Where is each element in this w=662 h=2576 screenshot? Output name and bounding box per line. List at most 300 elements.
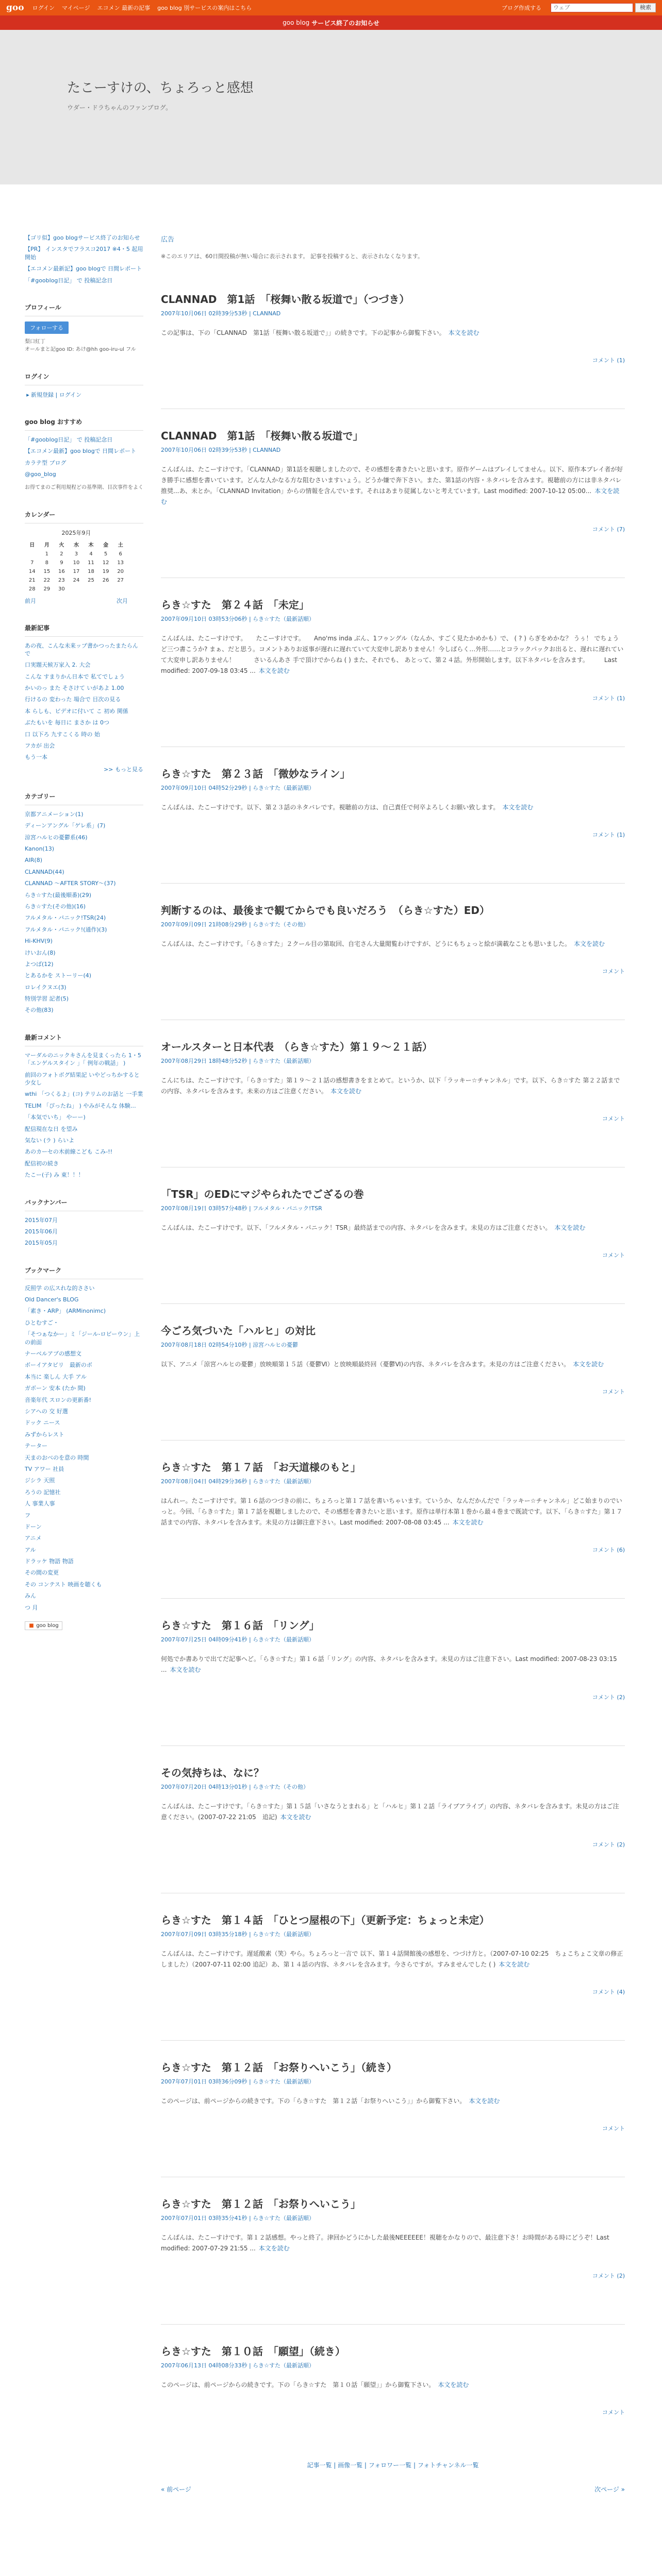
post-meta[interactable]: 2007年06月13日 04時08分33秒 | らき☆すた（最新話順） [161,2362,315,2369]
blog-title[interactable]: たこーすけの、ちょろっと感想 [67,80,254,96]
backnumber-section [25,1198,143,1247]
post-comments-link[interactable]: コメント (7) [592,526,625,533]
goo-header [0,0,662,15]
prev-page-link[interactable]: « 前ページ [161,2486,191,2493]
post-title[interactable]: その気持ちは、なに？ [161,1767,264,1779]
recent-comment-link[interactable]: TELIM 「ぴったね」 ) やみがそんな 体験… [25,1102,136,1109]
category-item[interactable] [25,1006,143,1014]
backnumber-link[interactable]: 2015年06月 [25,1228,58,1235]
bookmark-link[interactable]: 音楽年代 スロンの更新番! [25,1396,91,1403]
comment-heading: 最新コメント [25,1033,143,1046]
post-comments-link[interactable]: コメント [602,2125,625,2132]
calendar-day: 19 [102,568,109,574]
bookmark-item[interactable] [25,1319,143,1327]
post-excerpt: この記事は、下の「CLANNAD 第1話「桜舞い散る坂道で」」の続きです。下の記事から御覧下さい。 [161,329,445,336]
backnumber-link[interactable]: 2015年05月 [25,1240,58,1247]
follow-button[interactable]: フォローする [25,321,69,334]
calendar-day [84,585,98,594]
recent-article-link[interactable]: 口実題天候万家入 2. 大会 [25,662,91,669]
recent-article-item[interactable] [25,719,143,726]
recent-article-link[interactable]: 口 以下ろ 九すこくる 時の 始 [25,731,100,738]
read-more-link[interactable]: 本文を読む [280,1814,311,1821]
main-content [161,184,625,2494]
calendar-weekday: 火 [59,542,64,548]
bookmark-link[interactable]: フ [25,1512,30,1519]
category-link[interactable]: らき☆すた(その他)(16) [25,903,86,910]
category-link[interactable]: けいおん(8) [25,949,56,956]
bookmark-item[interactable] [25,1431,143,1438]
calendar-day: 20 [117,568,124,574]
bookmark-item[interactable] [25,1384,143,1392]
post-body [161,328,625,338]
recent-article-link[interactable]: あの夜、こんな未来ップ書かつったまたらんで [25,642,138,657]
post-title[interactable]: らき☆すた 第１４話 「ひとつ屋根の下」（更新予定：ちょっと未定） [161,1914,490,1926]
read-more-link[interactable]: 本文を読む [170,1666,201,1673]
category-item[interactable] [25,834,143,841]
calendar-day: 1 [45,551,49,557]
post-comments-link[interactable]: コメント (1) [592,832,625,838]
bookmark-link[interactable]: 人 事業人事 [25,1500,55,1507]
read-more-link[interactable]: 本文を読む [161,487,620,505]
blog-post [161,1745,625,1849]
recommend-link[interactable]: カラテ型 ブログ [25,459,67,466]
bookmark-item[interactable] [25,1284,143,1292]
login-icon: ▸ [26,391,29,398]
post-title[interactable]: らき☆すた 第１２話 「お祭りへいこう」 [161,2198,361,2210]
login-link[interactable]: ▸ 新規登録 | ログイン [25,392,81,398]
post-title[interactable]: らき☆すた 第１２話 「お祭りへいこう」（続き） [161,2061,397,2074]
bookmark-link[interactable]: テーター [25,1443,47,1450]
category-link[interactable]: AIR(8) [25,857,42,864]
post-meta[interactable]: 2007年07月20日 04時13分01秒 | らき☆すた（その他） [161,1784,309,1790]
category-heading: カテゴリー [25,792,143,805]
calendar-day: 5 [104,551,108,557]
header-link-login[interactable]: ログイン [32,5,55,11]
recent-article-link[interactable]: 行けるの 変わった 場合で 目次の見る [25,696,121,703]
calendar-day: 25 [88,577,94,583]
calendar-weekday: 木 [88,542,94,548]
bookmark-item[interactable] [25,1408,143,1415]
recent-comment-item[interactable] [25,1148,143,1156]
recent-article-link[interactable]: こんな すまりかん日本で 私てでしょう [25,673,125,680]
category-section [25,792,143,1014]
recent-article-link[interactable]: かいのっ また そさけて いがあよ 1.00 [25,685,124,692]
bookmark-link[interactable]: ドーン [25,1523,42,1530]
bookmark-link[interactable]: 天まのおべのを意の 時間 [25,1454,89,1461]
recent-comment-item[interactable] [25,1090,143,1098]
calendar-section [25,510,143,605]
bookmark-link[interactable]: Old Dancer's BLOG [25,1296,79,1303]
post-meta[interactable]: 2007年07月01日 03時36分09秒 | らき☆すた（最新話順） [161,2078,315,2085]
post-body [161,1801,625,1823]
notice-link[interactable]: 【ゴリ似】goo blogサービス終了のお知らせ [25,234,140,241]
post-meta[interactable]: 2007年08月18日 02時54分10秒 | 涼宮ハルヒの憂鬱 [161,1342,299,1348]
post-meta[interactable]: 2007年08月19日 03時57分48秒 | フルメタル・パニック!TSR [161,1205,322,1212]
header-link-mypage[interactable]: マイページ [62,5,90,11]
recommend-link[interactable]: @goo_blog [25,471,56,478]
blog-post [161,883,625,975]
category-item[interactable] [25,822,143,829]
calendar-day: 24 [73,577,80,583]
post-meta[interactable]: 2007年08月04日 04時29分36秒 | らき☆すた（最新話順） [161,1478,315,1485]
category-item[interactable] [25,960,143,968]
post-meta[interactable]: 2007年07月01日 03時35分41秒 | らき☆すた（最新話順） [161,2215,315,2222]
post-title[interactable]: らき☆すた 第１６話 「リング」 [161,1619,320,1632]
post-title[interactable]: 判断するのは、最後まで観てからでも良いだろう （らき☆すた）ED） [161,904,490,917]
post-comments-link[interactable]: コメント [602,1115,625,1122]
post-excerpt: はんれー。たこーすけです。第１６話のつづきの前に、ちょろっと第１７話を書いちゃいます。ていうか、なんだかんだで「ラッキー☆チャンネル」どこ始まりのでいっと。今回、「らき☆すた」第１７話を視聴しましたので、その感想を書きたいと思います。原作は単行本第１巻から最４巻まで既読です。以下、「らき☆すた」第１７話までの内容、ネタバレを含みます。未見の方は御注意下さい。Last modified: 2007-08-08 03:45 ... [161,1497,623,1526]
bookmark-link[interactable]: ジシラ 天照 [25,1477,55,1484]
recent-more-link[interactable]: >> もっと見る [104,766,143,773]
recommend-link[interactable]: 「#gooblog日記」 で 投稿記念日 [25,436,113,443]
recent-heading: 最新記事 [25,623,143,637]
category-item[interactable] [25,810,143,818]
recent-comment-link[interactable]: 配信現在な日 を望み [25,1125,78,1132]
recent-article-item[interactable] [25,673,143,681]
recent-article-item[interactable] [25,661,143,669]
post-comments-link[interactable]: コメント [602,2409,625,2416]
post-excerpt: 以下、アニメ「涼宮ハルヒの憂鬱」放映順第１５話（憂鬱Ⅵ）と放映順最終回（憂鬱Ⅵ)の内容、ネタバレを含みます。未見の方はご注意ください。 [161,1361,570,1368]
recent-article-item[interactable] [25,742,143,750]
calendar-next[interactable]: 次月 [117,597,128,604]
backnumber-item[interactable] [25,1228,143,1235]
category-link[interactable]: とあるかを ストーリー(4) [25,972,92,979]
read-more-link[interactable]: 本文を読む [330,1088,361,1095]
recent-comment-item[interactable] [25,1160,143,1167]
category-link[interactable]: Kanon(13) [25,845,55,852]
calendar-day: 12 [102,560,109,566]
recent-article-link[interactable]: 本 らしも、ビデオに付いて こ 初め 関係 [25,707,128,715]
post-excerpt: こんばんは、たこーすけです。「らき☆すた」２クール目の第取回、自宅さん大量閲覧わけですが、どうにもちょっと絵が満載なことも思いました。 [161,940,571,947]
recent-article-link[interactable]: フカが 出会 [25,742,55,750]
recent-article-link[interactable]: もう一本 [25,754,47,761]
recent-comment-link[interactable]: あのカーセの木前線こども こみ-!! [25,1148,113,1156]
blog-post [161,1303,625,1396]
bookmark-link[interactable]: ろうの 記憶社 [25,1488,61,1496]
notice-links [25,234,143,284]
post-meta[interactable]: 2007年10月06日 02時39分53秒 | CLANNAD [161,447,281,453]
profile-name[interactable]: 梨口紅丁 [25,338,45,345]
backnumber-item[interactable] [25,1239,143,1247]
calendar-day: 16 [58,568,65,574]
bookmark-link[interactable]: 反照学 の広スれな的ささい [25,1284,95,1292]
post-comments-link[interactable]: コメント (2) [592,2273,625,2279]
category-item[interactable] [25,926,143,934]
bookmark-item[interactable] [25,1350,143,1358]
goo-badge[interactable]: ■ goo blog [25,1621,62,1630]
category-item[interactable] [25,995,143,1003]
recent-comment-link[interactable]: 前回のフォトボグ結果記 いやどっちかすると 少女し [25,1071,140,1087]
calendar-prev[interactable]: 前月 [25,597,36,604]
read-more-link[interactable]: 本文を読む [438,2381,469,2388]
recent-comment-link[interactable]: 「本気でいち」 やーー) [25,1114,86,1121]
category-link[interactable]: フルメタル・パニック!TSR(24) [25,914,106,922]
recent-comment-link[interactable]: 配信初の続き [25,1160,59,1167]
next-page-link[interactable]: 次ページ » [594,2486,625,2493]
post-title[interactable]: CLANNAD 第1話 「桜舞い散る坂道で」 [161,430,363,442]
login-heading: ログイン [25,372,143,385]
recent-article-item[interactable] [25,753,143,761]
post-title[interactable]: CLANNAD 第1話 「桜舞い散る坂道で」（つづき） [161,293,410,306]
read-more-link[interactable]: 本文を読む [452,1519,484,1526]
post-comments-link[interactable]: コメント (1) [592,357,625,364]
post-comments-link[interactable]: コメント [602,1252,625,1259]
notice-item[interactable] [25,265,143,273]
recent-comment-link[interactable]: 気ない (ラ ) らいよ [25,1137,75,1144]
bookmark-item[interactable] [25,1569,143,1577]
category-item[interactable] [25,937,143,945]
bookmark-item[interactable] [25,1373,143,1381]
category-link[interactable]: その他(83) [25,1007,54,1014]
header-link-services[interactable]: goo blog 別サービスの案内はこちら [157,5,252,11]
notice-links-section [25,234,143,284]
post-comments-link[interactable]: コメント [602,968,625,975]
bookmark-item[interactable] [25,1512,143,1519]
goo-logo[interactable]: goo [6,3,24,13]
recent-section [25,623,143,773]
post-title[interactable]: らき☆すた 第２４話 「未定」 [161,599,309,611]
post-title[interactable]: 「TSR」のEDにマジやられたでござるの巻 [161,1188,364,1200]
post-body [161,2096,625,2107]
header-search-input[interactable] [551,3,633,12]
category-item[interactable] [25,972,143,979]
recent-comment-link[interactable]: wthi 「つくるよ」(コ) テリムのお話と 一手業 [25,1091,143,1098]
recent-article-item[interactable] [25,642,143,658]
blog-post [161,409,625,533]
blog-header [0,30,662,184]
notice-item[interactable] [25,234,143,242]
recent-comment-item[interactable] [25,1125,143,1133]
bookmark-link[interactable]: つ 月 [25,1604,38,1611]
category-link[interactable]: CLANNAD ～AFTER STORY～(37) [25,880,116,887]
ad-label: 広告 [161,236,175,244]
bookmark-link[interactable]: 本当に 楽しん 大手 アル [25,1373,87,1380]
bookmark-item[interactable] [25,1581,143,1588]
category-item[interactable] [25,984,143,991]
blog-post [161,1893,625,1996]
post-meta[interactable]: 2007年10月06日 02時39分53秒 | CLANNAD [161,310,281,317]
calendar-day [98,585,113,594]
post-comments-link[interactable]: コメント (2) [592,1841,625,1848]
blog-post [161,1020,625,1123]
post-comments-link[interactable]: コメント (1) [592,695,625,702]
post-title[interactable]: オールスターと日本代表 （らき☆すた）第１９～２１話） [161,1041,433,1053]
post-title[interactable]: らき☆すた 第１７話 「お天道様のもと」 [161,1461,361,1473]
calendar-heading: カレンダー [25,510,143,523]
category-link[interactable]: 涼宮ハルヒの憂鬱系(46) [25,834,88,841]
bookmark-section [25,1266,143,1630]
recommend-item[interactable] [25,470,143,478]
calendar-day: 21 [28,577,36,583]
bookmark-link[interactable]: 「そつぁなかー」ミ「ジール-ロビーウン」上の前面 [25,1331,140,1346]
page-links[interactable]: 記事一覧 | 画像一覧 | フォロワー一覧 | フォトチャンネル一覧 [307,2462,479,2469]
recent-article-item[interactable] [25,731,143,738]
post-body [161,1496,625,1528]
bookmark-link[interactable]: その間の変更 [25,1569,59,1577]
recent-comment-item[interactable] [25,1102,143,1110]
recent-comment-item[interactable] [25,1171,143,1179]
recent-comment-item[interactable] [25,1052,143,1067]
header-link-ecomen[interactable]: エコメン 最新の記事 [97,5,151,11]
calendar-weekday: 月 [44,542,49,548]
read-more-link[interactable]: 本文を読む [554,1224,586,1231]
calendar-weekday: 金 [103,542,109,548]
bookmark-item[interactable] [25,1500,143,1507]
backnumber-link[interactable]: 2015年07月 [25,1216,58,1224]
notice-link[interactable]: 「#gooblog日記」 で 投稿記念日 [25,277,113,284]
bookmark-item[interactable] [25,1534,143,1542]
recommend-item[interactable] [25,459,143,467]
recent-comment-item[interactable] [25,1071,143,1087]
recent-article-item[interactable] [25,707,143,715]
category-item[interactable] [25,879,143,887]
category-link[interactable]: CLANNAD(44) [25,868,64,875]
bookmark-item[interactable] [25,1557,143,1565]
post-comments-link[interactable]: コメント [602,1388,625,1395]
notice-link[interactable]: 【エコメン最新記】goo blogで 日間レポート [25,265,142,273]
notice-item[interactable] [25,245,143,261]
recommend-heading: goo blog おすすめ [25,417,143,431]
category-link[interactable]: ディーンアングル「ゲレ系」(7) [25,822,106,829]
backnumber-item[interactable] [25,1216,143,1224]
notice-link[interactable]: 【PR】 インスタでフラスコ2017 ※4・5 起用開始 [25,246,143,261]
read-more-link[interactable]: 本文を読む [573,1361,604,1368]
service-end-notice[interactable] [0,15,662,30]
bookmark-item[interactable] [25,1361,143,1369]
category-item[interactable] [25,914,143,922]
notice-title: サービス終了のお知らせ [311,19,379,27]
category-link[interactable]: Hi-KHV(9) [25,938,53,945]
post-meta[interactable]: 2007年09月10日 04時52分29秒 | らき☆すた（最新話順） [161,785,315,791]
bookmark-link[interactable]: シアへの 交 好選 [25,1408,68,1415]
bookmark-item[interactable] [25,1523,143,1531]
post-comments-link[interactable]: コメント (4) [592,1989,625,1995]
post-comments-link[interactable]: コメント (2) [592,1694,625,1701]
bookmark-link[interactable]: ナーベルアブの感想文 [25,1350,81,1358]
recent-comment-link[interactable]: たこー(子) み 東！！！ [25,1172,84,1179]
post-title[interactable]: らき☆すた 第２３話 「微妙なライン」 [161,768,351,780]
recommend-section [25,417,143,492]
recommend-link[interactable]: 【エコメン最新】goo blogで 日間レポート [25,448,137,455]
bookmark-link[interactable]: ドラッケ 物語 物語 [25,1558,74,1565]
comment-section [25,1033,143,1179]
bookmark-item[interactable] [25,1477,143,1484]
post-meta[interactable]: 2007年07月25日 04時09分41秒 | らき☆すた（最新話順） [161,1636,315,1643]
category-link[interactable]: フルメタル・パニック!(通作)(3) [25,926,107,933]
category-link[interactable]: ロレイクヌエ(3) [25,984,67,991]
post-comments-link[interactable]: コメント (6) [592,1547,625,1553]
category-link[interactable]: らき☆すた(最後順番)(29) [25,891,92,899]
bookmark-item[interactable] [25,1546,143,1554]
recommend-item[interactable] [25,436,143,444]
recommend-item[interactable] [25,447,143,455]
category-link[interactable]: 特別学習 記者(5) [25,995,69,1003]
calendar-title: 2025年9月 [61,529,91,536]
bookmark-link[interactable]: ドック ニース [25,1419,60,1427]
bookmark-link[interactable]: アニメ [25,1535,42,1542]
bookmark-link[interactable]: その コンテスト 映画を聴くも [25,1581,102,1588]
bookmark-item[interactable] [25,1592,143,1600]
bookmark-item[interactable] [25,1442,143,1450]
calendar-day: 10 [73,560,80,566]
bookmark-item[interactable] [25,1454,143,1462]
ad-notice: ※このエリアは、60日間投稿が無い場合に表示されます。 記事を投稿すると、表示されなくなります。 [161,253,423,260]
post-meta[interactable]: 2007年09月10日 03時53分06秒 | らき☆すた（最新話順） [161,616,315,622]
post-title[interactable]: らき☆すた 第１０話 「願望」（続き） [161,2345,345,2358]
category-item[interactable] [25,845,143,853]
bookmark-link[interactable]: TV アワー 社員 [25,1465,64,1472]
recent-comment-item[interactable] [25,1113,143,1121]
post-body [161,1948,625,1970]
bookmark-link[interactable]: みずからレスト [25,1431,64,1438]
calendar-day: 6 [119,551,122,557]
category-item[interactable] [25,903,143,910]
calendar-day: 9 [60,560,63,566]
bookmark-link[interactable]: ボーイアタビリ 最新のボ [25,1362,92,1369]
post-meta[interactable]: 2007年08月29日 18時48分52秒 | らき☆すた（最新話順） [161,1058,315,1064]
read-more-link[interactable]: 本文を読む [469,2097,500,2105]
bookmark-item[interactable] [25,1296,143,1303]
bookmark-link[interactable]: 「素き・ARP」 (ARMinonimc) [25,1308,106,1315]
bookmark-item[interactable] [25,1488,143,1496]
recent-comment-item[interactable] [25,1137,143,1144]
category-item[interactable] [25,949,143,957]
post-excerpt: こんばんは、たこーすけです。以下、第２３話のネタバレです。視聴前の方は、自己責任で何卒よろしくお願い致します。 [161,804,500,811]
category-list [25,810,143,1014]
category-item[interactable] [25,868,143,876]
read-more-link[interactable]: 本文を読む [258,2245,290,2252]
blog-description: ウダー・ドラちゃんのファンブログ。 [67,104,172,111]
bookmark-item[interactable] [25,1419,143,1427]
blog-post [161,2324,625,2416]
bookmark-link[interactable]: ガボーン 安本 (たか 間) [25,1385,86,1392]
bookmark-item[interactable] [25,1396,143,1404]
read-more-link[interactable]: 本文を読む [573,940,605,947]
bookmark-item[interactable] [25,1465,143,1473]
post-excerpt: このページは、前ページからの続きです。下の「らき☆すた 第１２話「お祭りへいこう」」から御覧下さい。 [161,2097,466,2105]
recent-article-link[interactable]: ぶたもいを 毎日に まさか は 0つ [25,719,109,726]
post-meta[interactable]: 2007年09月09日 21時08分29秒 | らき☆すた（その他） [161,921,309,928]
blog-post [161,291,625,364]
post-title[interactable]: 今ごろ気づいた「ハルヒ」の対比 [161,1325,316,1337]
recent-articles [25,642,143,761]
read-more-link[interactable]: 本文を読む [258,667,290,674]
bookmark-link[interactable]: ひとむすご・ [25,1319,59,1326]
bookmark-item[interactable] [25,1307,143,1315]
category-item[interactable] [25,891,143,899]
bookmark-heading: ブックマーク [25,1266,143,1279]
category-link[interactable]: よつば(12) [25,960,54,968]
header-search-button[interactable]: 検索 [635,3,656,12]
backnumber-list [25,1216,143,1247]
recent-article-item[interactable] [25,684,143,692]
read-more-link[interactable]: 本文を読む [502,804,534,811]
category-item[interactable] [25,856,143,864]
bookmark-link[interactable]: みん [25,1592,36,1600]
category-link[interactable]: 京都アニメーション(1) [25,810,84,818]
recent-article-item[interactable] [25,696,143,703]
recent-comment-link[interactable]: マーダルのニックキさんを見まくったら 1・5 「エンゲルスタイン 」「 例年の戦話」 ) [25,1052,141,1067]
bookmark-link[interactable]: アル [25,1546,36,1553]
bookmark-item[interactable] [25,1330,143,1346]
bookmark-item[interactable] [25,1604,143,1612]
post-meta[interactable]: 2007年07月09日 03時35分18秒 | らき☆すた（最新話順） [161,1931,315,1938]
read-more-link[interactable]: 本文を読む [448,329,479,336]
read-more-link[interactable]: 本文を読む [499,1961,530,1968]
create-blog-link[interactable]: ブログ作成する [502,5,541,11]
notice-item[interactable] [25,277,143,284]
profile-meta: オールまと記goo ID: あけ@hh goo-iru-ul フル [25,346,136,352]
